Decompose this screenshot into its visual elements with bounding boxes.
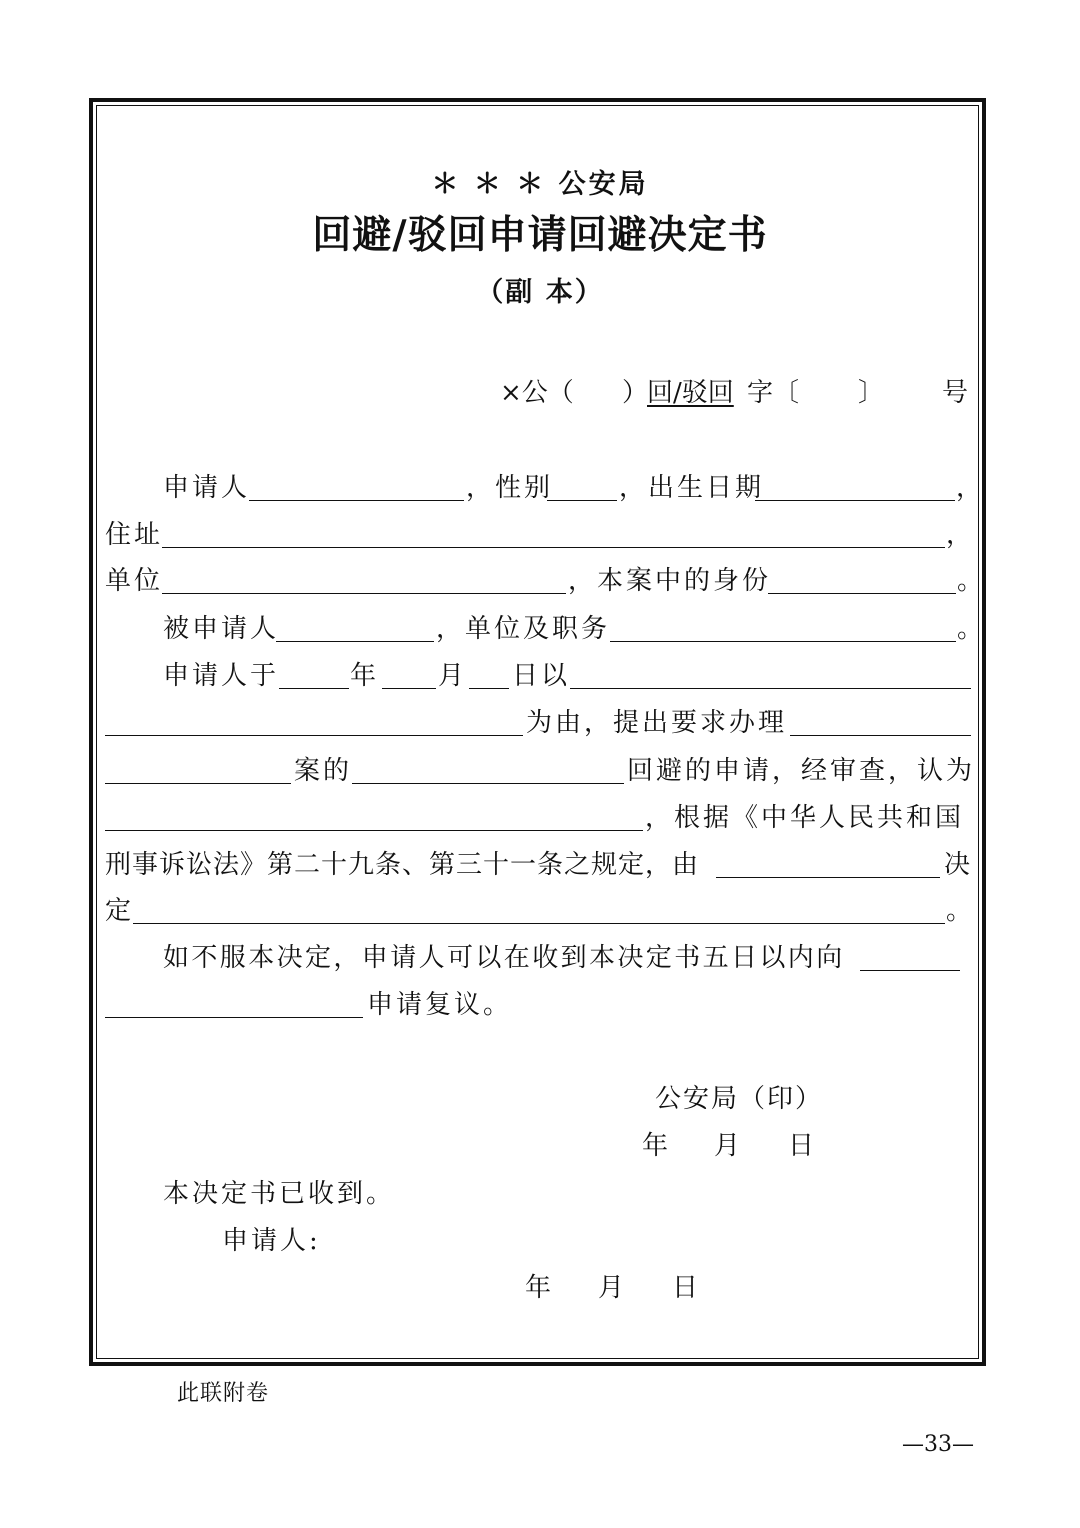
label-day-by: 日以: [512, 661, 571, 691]
receipt-month: 月: [598, 1273, 625, 1303]
label-birth-date: ，出生日期: [619, 473, 765, 503]
signature-year: 年: [642, 1131, 669, 1161]
label-respondent: 被申请人: [163, 614, 280, 644]
period-2: 。: [957, 614, 984, 644]
label-unit: 单位: [105, 566, 164, 596]
label-role: ，本案中的身份: [568, 566, 772, 596]
seal-label: 公安局（印）: [655, 1084, 824, 1114]
label-decide-2: 定: [105, 896, 132, 926]
label-review: 回避的申请，经审查，认为: [627, 756, 976, 786]
field-review-result[interactable]: [105, 830, 643, 831]
label-unit-position: ，单位及职务: [436, 614, 611, 644]
field-unit-position[interactable]: [610, 641, 956, 642]
label-month: 月: [438, 661, 465, 691]
footer-note: 此联附卷: [177, 1381, 270, 1406]
comma-2: ，: [946, 520, 973, 550]
signature-day: 日: [788, 1131, 815, 1161]
field-apply-day[interactable]: [469, 688, 509, 689]
label-gender: ，性别: [466, 473, 554, 503]
field-role[interactable]: [768, 593, 956, 594]
label-appeal-end: 申请复议。: [367, 990, 513, 1020]
receipt-applicant: 申请人:: [222, 1226, 321, 1256]
field-unit[interactable]: [162, 593, 566, 594]
doc-number-suffix: 号: [942, 378, 969, 408]
period-3: 。: [946, 896, 973, 926]
label-reason: 为由，提出要求办理: [526, 708, 788, 738]
label-address: 住址: [105, 520, 164, 550]
receipt-year: 年: [525, 1273, 552, 1303]
doc-number-close-paren: ）: [622, 378, 649, 408]
field-case-start[interactable]: [790, 735, 971, 736]
field-decider[interactable]: [716, 877, 940, 878]
period-1: 。: [957, 566, 984, 596]
signature-month: 月: [714, 1131, 741, 1161]
field-apply-month[interactable]: [382, 688, 436, 689]
field-respondent[interactable]: [276, 641, 434, 642]
agency-name: ＊ ＊ ＊ 公安局: [431, 169, 649, 200]
field-gender[interactable]: [547, 500, 617, 501]
field-reason[interactable]: [105, 735, 523, 736]
label-year: 年: [350, 661, 377, 691]
doc-number-close-bracket: 〕: [858, 378, 885, 408]
label-appeal: 如不服本决定，申请人可以在收到本决定书五日以内向: [163, 943, 845, 973]
label-decide-1: 决: [944, 850, 971, 880]
field-appeal-agency[interactable]: [105, 1017, 363, 1018]
field-apply-year[interactable]: [279, 688, 349, 689]
copy-label: （副 本）: [476, 277, 604, 308]
field-applicant-name[interactable]: [249, 500, 464, 501]
label-applicant-on: 申请人于: [163, 661, 280, 691]
document-title: 回避/驳回申请回避决定书: [312, 212, 768, 258]
comma-1: ，: [956, 473, 983, 503]
field-address[interactable]: [162, 547, 945, 548]
label-applicant: 申请人: [163, 473, 251, 503]
doc-number-char: 字〔: [747, 378, 800, 408]
field-case-name[interactable]: [105, 783, 291, 784]
doc-number-prefix: ×公（: [500, 378, 574, 408]
receipt-day: 日: [672, 1273, 699, 1303]
field-recusal-person[interactable]: [352, 783, 624, 784]
page-number: —33—: [902, 1432, 974, 1457]
field-appeal-agency-start[interactable]: [860, 970, 960, 971]
label-case: 案的: [294, 756, 353, 786]
doc-number-type: 回/驳回: [647, 378, 734, 408]
label-according: ，根据《中华人民共和国: [645, 803, 965, 833]
field-decision[interactable]: [133, 923, 945, 924]
field-birth-date[interactable]: [755, 500, 955, 501]
label-law: 刑事诉讼法》第二十九条、第三十一条之规定，由: [105, 850, 700, 880]
field-reason-start[interactable]: [570, 688, 971, 689]
receipt-text: 本决定书已收到。: [163, 1179, 396, 1209]
